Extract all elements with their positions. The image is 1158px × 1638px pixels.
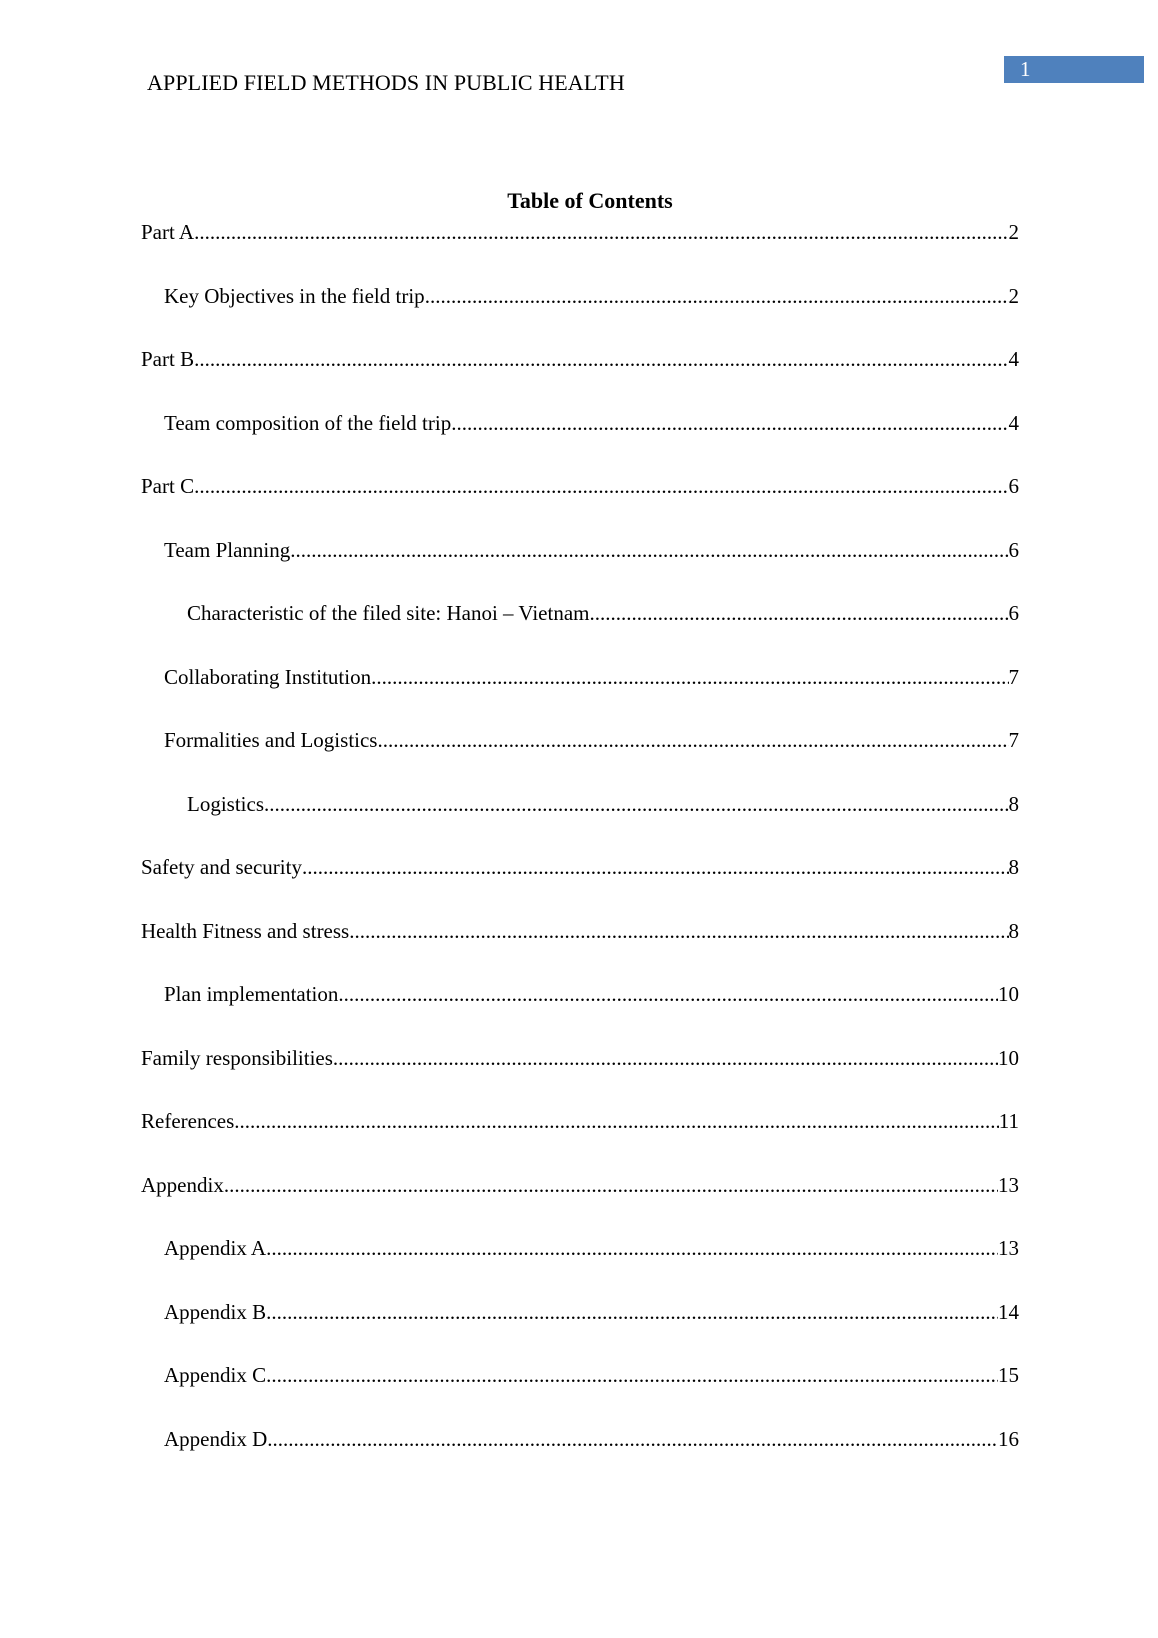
toc-entry-text: Team composition of the field trip — [164, 410, 452, 435]
toc-dot-leader — [266, 1359, 998, 1391]
toc-entry[interactable] — [141, 597, 1019, 661]
toc-entry-text: Formalities and Logistics — [164, 728, 378, 752]
toc-entry[interactable] — [141, 661, 1019, 725]
toc-entry-page: 13 — [998, 1172, 1019, 1197]
toc-entry[interactable] — [141, 1042, 1019, 1106]
toc-entry-text: Appendix — [141, 1172, 224, 1197]
toc-entry-page: 14 — [998, 1299, 1019, 1324]
toc-dot-leader — [224, 1169, 998, 1201]
toc-dot-leader — [333, 1042, 998, 1074]
toc-entry[interactable] — [141, 1359, 1019, 1423]
toc-dot-leader — [589, 597, 1008, 629]
toc-entry-text: Appendix A — [164, 1236, 267, 1260]
toc-entry-text: Plan implementation — [164, 982, 339, 1006]
toc-dot-leader — [290, 534, 1008, 566]
toc-entry-page: 6 — [1008, 474, 1019, 498]
toc-entry[interactable] — [141, 1423, 1019, 1487]
toc-entry[interactable] — [141, 1169, 1019, 1233]
toc-dot-leader — [194, 216, 1008, 248]
toc-entry[interactable] — [141, 978, 1019, 1042]
toc-entry-page: 6 — [1008, 537, 1019, 562]
toc-dot-leader — [194, 470, 1008, 502]
toc-entry-page: 11 — [998, 1109, 1019, 1133]
toc-entry-page: 6 — [1008, 601, 1019, 625]
toc-entry-text: Health Fitness and stress — [141, 918, 350, 943]
toc-entry-page: 8 — [1008, 791, 1019, 816]
toc-entry[interactable] — [141, 788, 1019, 852]
toc-dot-leader — [267, 1423, 998, 1455]
toc-entry[interactable] — [141, 915, 1019, 979]
toc-entry[interactable] — [141, 407, 1019, 471]
toc-entry-text: Appendix C — [164, 1363, 267, 1387]
toc-dot-leader — [371, 661, 1008, 693]
page-number-badge: 1 — [1004, 56, 1144, 83]
toc-entry-page: 7 — [1008, 664, 1019, 689]
toc-entry-page: 15 — [998, 1363, 1019, 1387]
toc-entry-page: 2 — [1008, 220, 1019, 244]
toc-entry-text: Appendix D — [164, 1426, 268, 1451]
toc-entry-text: References — [141, 1109, 235, 1133]
toc-entry[interactable] — [141, 1232, 1019, 1296]
toc-entry[interactable] — [141, 724, 1019, 788]
toc-dot-leader — [266, 1296, 998, 1328]
toc-entry-text: Part A — [141, 220, 195, 244]
toc-entry[interactable] — [141, 216, 1019, 280]
toc-entry-text: Collaborating Institution — [164, 664, 372, 689]
table-of-contents — [141, 216, 1019, 1486]
toc-dot-leader — [377, 724, 1008, 756]
toc-entry-page: 16 — [998, 1426, 1019, 1451]
toc-entry-text: Logistics — [187, 791, 264, 816]
toc-entry[interactable] — [141, 534, 1019, 598]
toc-entry[interactable] — [141, 470, 1019, 534]
toc-entry[interactable] — [141, 851, 1019, 915]
toc-entry-page: 8 — [1008, 918, 1019, 943]
toc-entry-page: 4 — [1008, 347, 1019, 371]
toc-entry[interactable] — [141, 1296, 1019, 1360]
toc-dot-leader — [266, 1232, 998, 1264]
toc-entry-text: Part C — [141, 474, 195, 498]
toc-entry-text: Characteristic of the filed site: Hanoi – Vietnam — [187, 601, 590, 625]
toc-dot-leader — [264, 788, 1009, 820]
toc-entry-page: 13 — [998, 1236, 1019, 1260]
toc-dot-leader — [338, 978, 998, 1010]
toc-entry-page: 8 — [1008, 855, 1019, 879]
toc-dot-leader — [349, 915, 1008, 947]
toc-dot-leader — [425, 280, 1009, 312]
toc-entry-page: 10 — [998, 1045, 1019, 1070]
toc-entry[interactable] — [141, 280, 1019, 344]
toc-entry-text: Part B — [141, 347, 195, 371]
toc-entry-page: 2 — [1008, 283, 1019, 308]
toc-entry-text: Family responsibilities — [141, 1045, 333, 1070]
toc-entry-text: Team Planning — [164, 537, 291, 562]
toc-entry-text: Key Objectives in the field trip — [164, 283, 425, 308]
toc-entry[interactable] — [141, 1105, 1019, 1169]
toc-dot-leader — [234, 1105, 998, 1137]
toc-title: Table of Contents — [507, 188, 673, 213]
toc-entry-page: 10 — [998, 982, 1019, 1006]
toc-entry-text: Appendix B — [164, 1299, 267, 1324]
toc-dot-leader — [194, 343, 1008, 375]
toc-entry-page: 4 — [1008, 410, 1019, 435]
toc-entry[interactable] — [141, 343, 1019, 407]
toc-dot-leader — [302, 851, 1009, 883]
running-head: APPLIED FIELD METHODS IN PUBLIC HEALTH — [147, 70, 625, 95]
toc-entry-page: 7 — [1008, 728, 1019, 752]
toc-dot-leader — [451, 407, 1008, 439]
toc-entry-text: Safety and security — [141, 855, 302, 879]
